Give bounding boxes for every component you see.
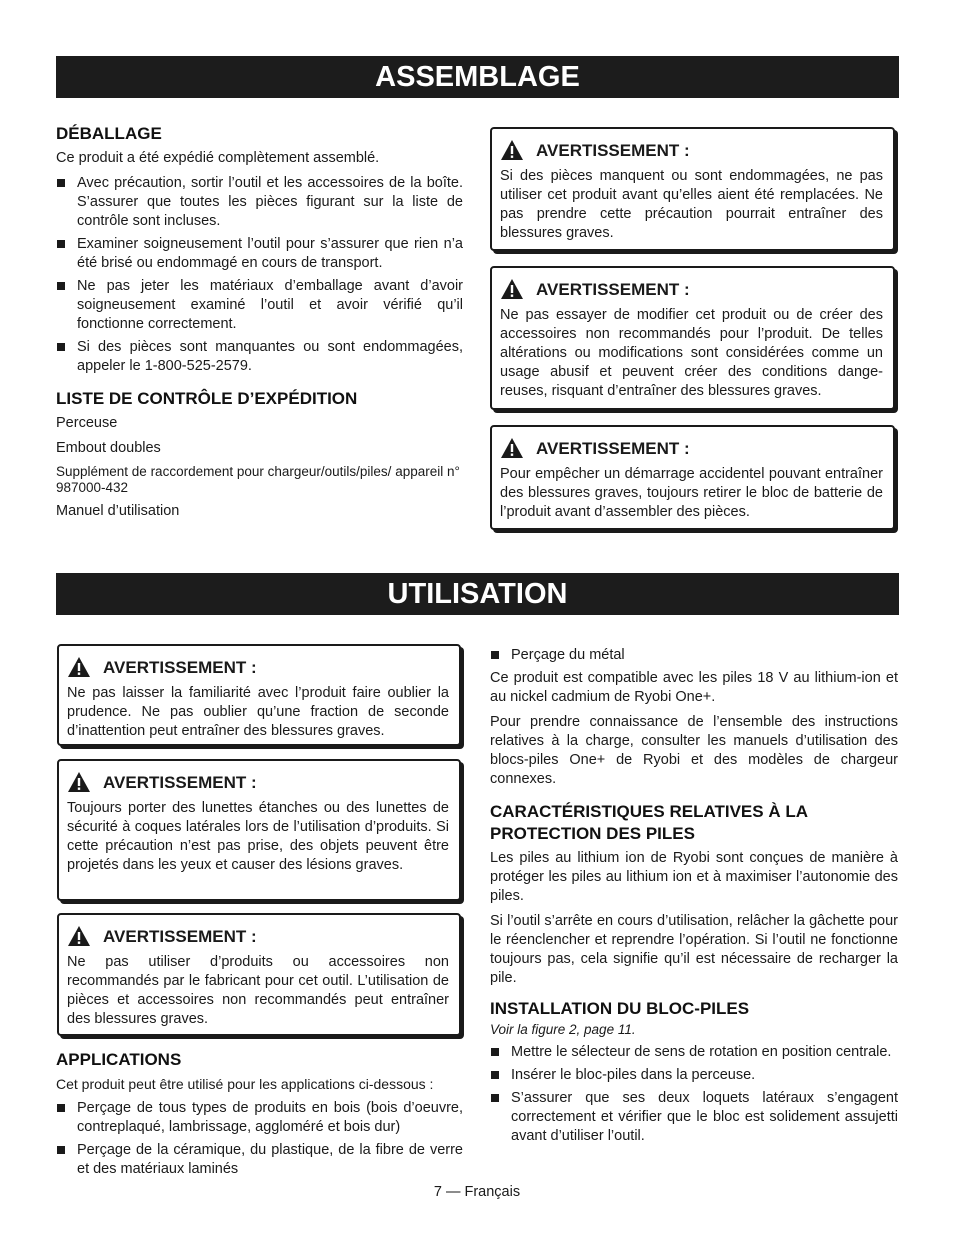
bullet-icon bbox=[491, 1094, 499, 1102]
warning-box bbox=[490, 425, 895, 530]
warning-triangle-icon bbox=[67, 925, 91, 947]
applications-list bbox=[56, 1099, 463, 1179]
caracteristiques-paragraph: Les piles au lithium ion de Ryobi sont conçues de manière à protéger les piles au lithium ion et à maximiser l’autonomie des piles. bbox=[490, 850, 898, 904]
bullet-icon bbox=[57, 1104, 65, 1112]
warning-text: Si des pièces manquent ou sont endommagées, ne pas utiliser cet produit avant qu’elles aient été remplacées. Ne pas prendre cette précaution pourrait entraîner des blessures graves. bbox=[500, 168, 883, 241]
warning-box bbox=[57, 913, 461, 1036]
caracteristiques-paragraph: Si l’outil s’arrête en cours d’utilisation, relâcher la gâchette pour le réenclencher et reprendre l’opération. Si l’outil ne fonctionne toujours pas, cela signifie qu’il est nécessaire de recharger la pile. bbox=[490, 913, 898, 986]
warning-text: Ne pas essayer de modifier cet produit ou de créer des accessoires non recommandés pour l’produit. De telles altérations ou modifications sont considérées comme un usage abusif et peuvent créer des conditions dange-reuses, risquant d’entraîner des blessures graves. bbox=[500, 307, 883, 399]
deballage-heading: DÉBALLAGE bbox=[56, 124, 162, 143]
warning-box bbox=[57, 759, 461, 901]
list-item: Si des pièces sont manquantes ou sont endommagées, appeler le 1-800-525-2579. bbox=[56, 338, 463, 376]
warning-triangle-icon bbox=[67, 771, 91, 793]
warning-box bbox=[57, 644, 461, 746]
applications-heading: APPLICATIONS bbox=[56, 1050, 182, 1069]
warning-triangle-icon bbox=[67, 656, 91, 678]
assemblage-left-column bbox=[56, 123, 463, 527]
deballage-list bbox=[56, 174, 463, 376]
warning-box bbox=[490, 127, 895, 251]
deballage-intro: Ce produit a été expédié complètement assemblé. bbox=[56, 150, 380, 166]
installation-list bbox=[490, 1043, 898, 1146]
list-item: Insérer le bloc-piles dans la perceuse. bbox=[490, 1066, 898, 1085]
bullet-icon bbox=[57, 240, 65, 248]
installation-ref: Voir la figure 2, page 11. bbox=[490, 1022, 636, 1037]
list-item: Perçage du métal bbox=[490, 646, 898, 665]
list-item: Perçage de tous types de produits en bois (bois d’oeuvre, contreplaqué, lambrissage, aggloméré et bois dur) bbox=[56, 1099, 463, 1137]
bullet-icon bbox=[57, 179, 65, 187]
bullet-icon bbox=[57, 282, 65, 290]
installation-heading: INSTALLATION DU BLOC-PILES bbox=[490, 999, 750, 1018]
page-footer: 7 — Français bbox=[433, 1184, 521, 1200]
utilisation-banner: UTILISATION bbox=[56, 573, 899, 615]
warning-title: AVERTISSEMENT : bbox=[103, 657, 257, 677]
assemblage-banner: ASSEMBLAGE bbox=[56, 56, 899, 98]
list-item: Mettre le sélecteur de sens de rotation en position centrale. bbox=[490, 1043, 898, 1062]
warning-text: Ne pas laisser la familiarité avec l’produit faire oublier la prudence. Ne pas oublier qu’une fraction de seconde d’inattention peut entraîner des blessures graves. bbox=[67, 685, 449, 739]
warning-title: AVERTISSEMENT : bbox=[536, 279, 690, 299]
utilisation-right-column bbox=[490, 646, 898, 1152]
bullet-icon bbox=[57, 343, 65, 351]
bullet-icon bbox=[491, 651, 499, 659]
warning-box bbox=[490, 266, 895, 410]
list-item: Perçage de la céramique, du plastique, de la fibre de verre et des matériaux laminés bbox=[56, 1141, 463, 1179]
applications-list-continued bbox=[490, 646, 898, 665]
list-item: Avec précaution, sortir l’outil et les accessoires de la boîte. S’assurer que toutes les pièces figurant sur la liste de contrôle sont incluses. bbox=[56, 174, 463, 231]
warning-text: Pour empêcher un démarrage accidentel pouvant entraîner des blessures graves, toujours retirer le bloc de batterie de l’produit avant d’assembler des pièces. bbox=[500, 466, 883, 520]
list-item: Examiner soigneusement l’outil pour s’assurer que rien n’a été brisé ou endommagé en cours de transport. bbox=[56, 235, 463, 273]
warning-triangle-icon bbox=[500, 139, 524, 161]
bullet-icon bbox=[491, 1071, 499, 1079]
list-item: S’assurer que ses deux loquets latéraux s’engagent correctement et vérifier que le bloc est solidement assujetti avant d’utiliser l’outil. bbox=[490, 1089, 898, 1146]
caracteristiques-heading: CARACTÉRISTIQUES RELATIVES À LA PROTECTION DES PILES bbox=[490, 802, 808, 843]
warning-title: AVERTISSEMENT : bbox=[103, 772, 257, 792]
applications-section bbox=[56, 1049, 463, 1185]
warning-title: AVERTISSEMENT : bbox=[536, 438, 690, 458]
compat-paragraph: Pour prendre connaissance de l’ensemble des instructions relatives à la charge, consulter les manuels d’utilisation des blocs-piles One+ de Ryobi et des modèles de chargeur connexes. bbox=[490, 714, 898, 787]
compat-paragraph: Ce produit est compatible avec les piles 18 V au lithium-ion et au nickel cadmium de Ryobi One+. bbox=[490, 670, 898, 705]
applications-intro: Cet produit peut être utilisé pour les applications ci-dessous : bbox=[56, 1076, 434, 1092]
warning-text: Ne pas utiliser d’produits ou accessoires non recommandés par le fabricant pour cet outil. L’utilisation de pièces et accessoires non recommandés peut entraîner des blessures graves. bbox=[67, 954, 449, 1027]
checklist-item: Supplément de raccordement pour chargeur/outils/piles/ appareil n° 987000-432 bbox=[56, 464, 460, 495]
checklist-heading: LISTE DE CONTRÔLE D’EXPÉDITION bbox=[56, 389, 358, 408]
warning-triangle-icon bbox=[500, 437, 524, 459]
warning-title: AVERTISSEMENT : bbox=[103, 926, 257, 946]
list-item: Ne pas jeter les matériaux d’emballage avant d’avoir soigneusement examiné l’outil et avoir vérifié qu’il fonctionne correctement. bbox=[56, 277, 463, 334]
warning-title: AVERTISSEMENT : bbox=[536, 140, 690, 160]
warning-text: Toujours porter des lunettes étanches ou des lunettes de sécurité à coques latérales lors de l’utilisation d’produits. Si cette précaution n’est pas prise, des objets peuvent être projetés dans les yeux et causer des lésions graves. bbox=[67, 800, 449, 873]
checklist-item: Manuel d’utilisation bbox=[56, 503, 180, 519]
checklist-item: Perceuse bbox=[56, 415, 118, 431]
checklist-item: Embout doubles bbox=[56, 440, 161, 456]
bullet-icon bbox=[491, 1048, 499, 1056]
warning-triangle-icon bbox=[500, 278, 524, 300]
bullet-icon bbox=[57, 1146, 65, 1154]
